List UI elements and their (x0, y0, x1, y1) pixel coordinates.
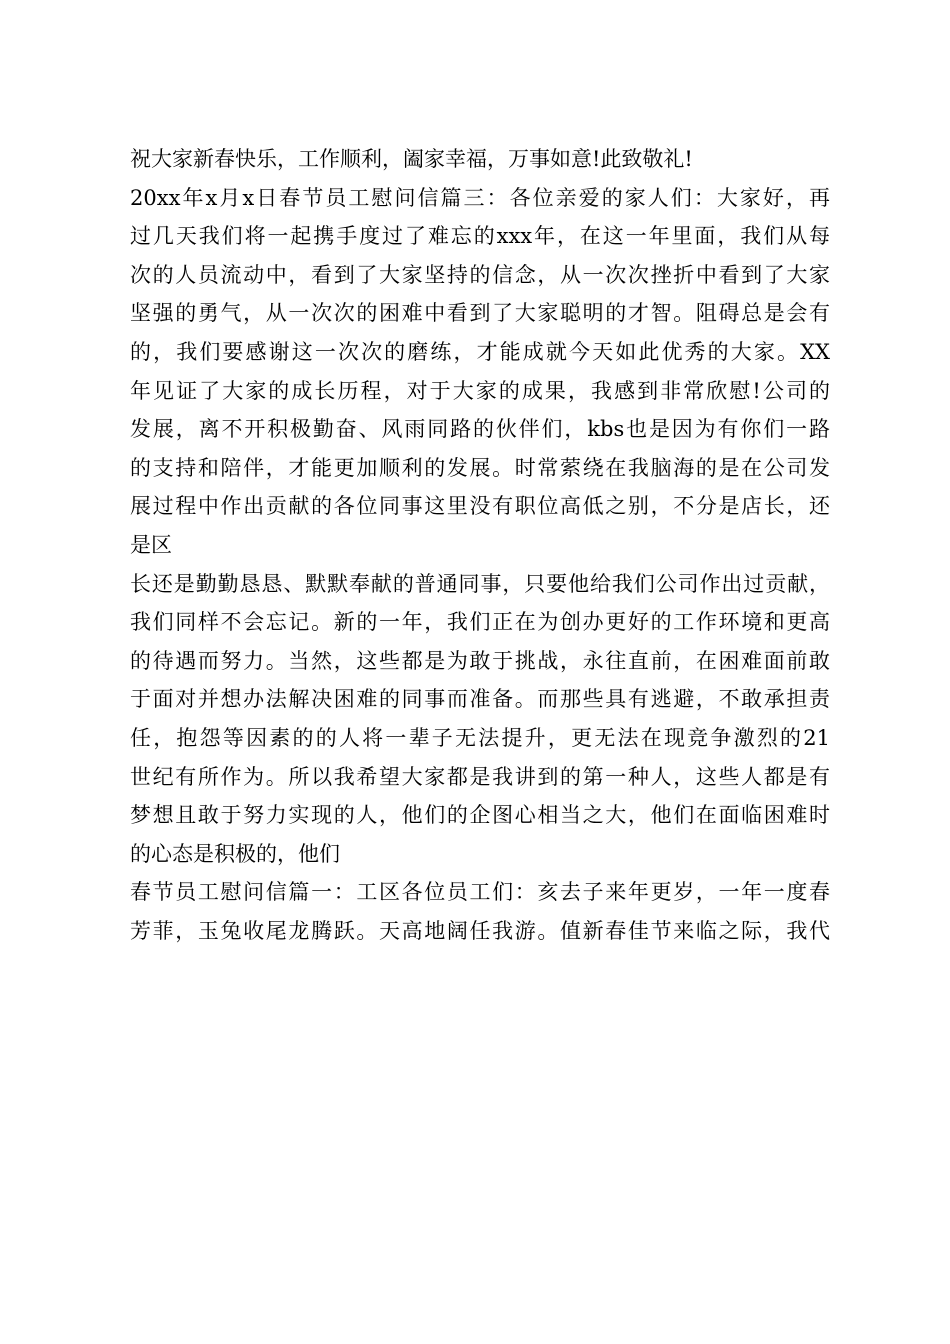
text-line: 于面对并想办法解决困难的同事而准备。而那些具有逃避，不敢承担责 (130, 687, 830, 712)
text-line: 坚强的勇气，从一次次的困难中看到了大家聪明的才智。阻碍总是会有 (130, 301, 830, 326)
text-line: 的，我们要感谢这一次次的磨练，才能成就今天如此优秀的大家。XX (130, 339, 830, 364)
text-line: 展过程中作出贡献的各位同事这里没有职位高低之别，不分是店长，还 (130, 494, 830, 519)
text-line: 是区 (130, 532, 172, 557)
text-line: 芳菲，玉兔收尾龙腾跃。天高地阔任我游。值新春佳节来临之际，我代 (130, 918, 830, 943)
text-line: 的支持和陪伴，才能更加顺利的发展。时常萦绕在我脑海的是在公司发 (130, 455, 830, 480)
text-line: 的心态是积极的，他们 (130, 841, 340, 866)
text-line: 祝大家新春快乐，工作顺利，阖家幸福，万事如意!此致敬礼! (130, 147, 693, 171)
text-line: 梦想且敢于努力实现的人，他们的企图心相当之大，他们在面临困难时 (130, 803, 830, 828)
text-line: 发展，离不开积极勤奋、风雨同路的伙伴们，kbs也是因为有你们一路 (130, 417, 830, 442)
text-line: 任，抱怨等因素的的人将一辈子无法提升，更无法在现竞争激烈的21 (130, 725, 830, 750)
text-line: 次的人员流动中，看到了大家坚持的信念，从一次次挫折中看到了大家 (130, 262, 830, 287)
document-body (130, 140, 830, 950)
text-line: 20xx年x月x日春节员工慰问信篇三：各位亲爱的家人们：大家好，再 (130, 185, 830, 210)
text-line: 过几天我们将一起携手度过了难忘的xxx年，在这一年里面，我们从每 (130, 224, 830, 249)
text-line: 长还是勤勤恳恳、默默奉献的普通同事，只要他给我们公司作出过贡献， (130, 571, 830, 596)
text-line: 的待遇而努力。当然，这些都是为敢于挑战，永往直前，在困难面前敢 (130, 648, 830, 673)
text-line: 春节员工慰问信篇一：工区各位员工们：亥去子来年更岁，一年一度春 (130, 880, 830, 905)
text-line: 年见证了大家的成长历程，对于大家的成果，我感到非常欣慰!公司的 (130, 378, 830, 403)
text-line: 我们同样不会忘记。新的一年，我们正在为创办更好的工作环境和更高 (130, 610, 830, 635)
text-line: 世纪有所作为。所以我希望大家都是我讲到的第一种人，这些人都是有 (130, 764, 830, 789)
